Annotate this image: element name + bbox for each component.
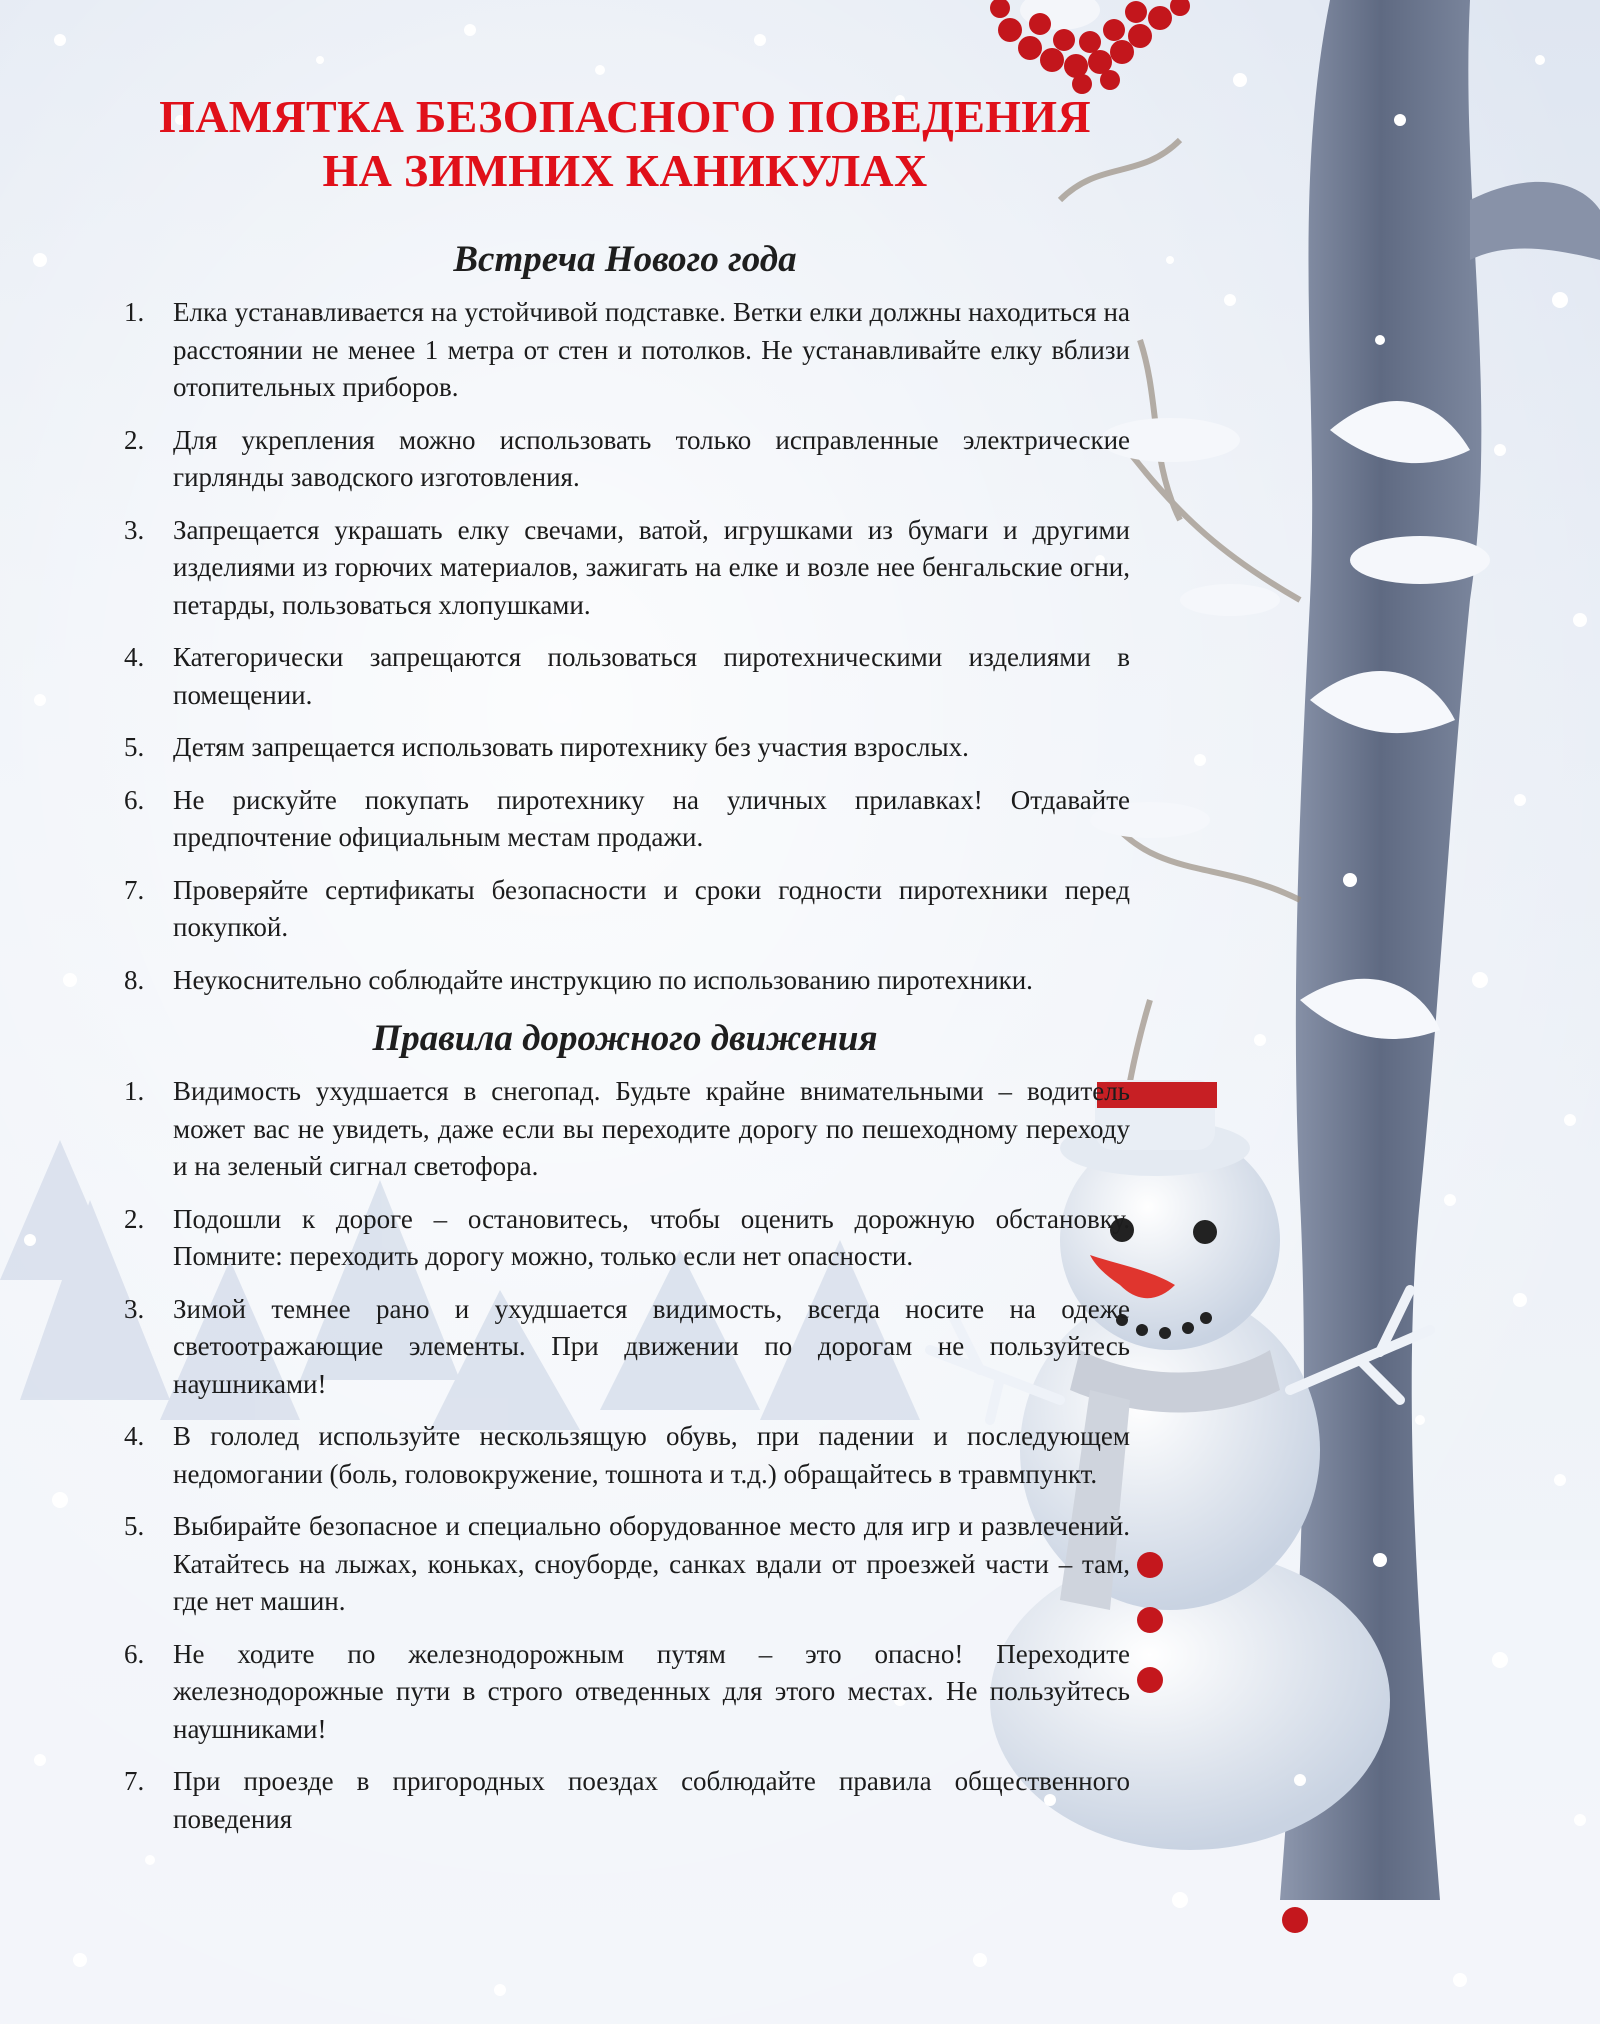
traffic-rules-list xyxy=(120,1073,1130,1838)
memo-content xyxy=(120,90,1130,1853)
list-item: 5. Выбирайте безопасное и специально оборудованное место для игр и развлечений. Катайтесь на лыжах, коньках, сноуборде, санках вдали от проезжей части – там, где нет машин. xyxy=(124,1511,1130,1616)
list-item: 2. Для укрепления можно использовать только исправленные электрические гирлянды заводского изготовления. xyxy=(124,424,1130,492)
list-item: 7. Проверяйте сертификаты безопасности и сроки годности пиротехники перед покупкой. xyxy=(124,874,1130,942)
list-item: 4. Категорически запрещаются пользоваться пиротехническими изделиями в помещении. xyxy=(124,642,1130,710)
list-item: 4. В гололед используйте нескользящую обувь, при падении и последующем недомогании (боль, головокружение, тошнота и т.д.) обращайтесь в травмпункт. xyxy=(124,1421,1130,1489)
list-item: 7. При проезде в пригородных поездах соблюдайте правила общественного поведения xyxy=(124,1766,1130,1834)
list-item: 3. Запрещается украшать елку свечами, ватой, игрушками из бумаги и другими изделиями из горючих материалов, зажигать на елке и возле нее бенгальские огни, петарды, пользоваться хлопушками. xyxy=(124,514,1130,620)
list-item: 8. Неукоснительно соблюдайте инструкцию по использованию пиротехники. xyxy=(124,964,1033,995)
list-item: 5. Детям запрещается использовать пиротехнику без участия взрослых. xyxy=(124,732,969,762)
list-item: 2. Подошли к дороге – остановитесь, чтобы оценить дорожную обстановку. Помните: переходить дорогу можно, только если нет опасности. xyxy=(124,1203,1130,1271)
title-line-2: НА ЗИМНИХ КАНИКУЛАХ xyxy=(322,145,928,196)
list-item: 1. Видимость ухудшается в снегопад. Будьте крайне внимательными – водитель может вас не увидеть, даже если вы переходите дорогу по пешеходному переходу и на зеленый сигнал светофора. xyxy=(124,1076,1130,1181)
list-item: 1. Елка устанавливается на устойчивой подставке. Ветки елки должны находиться на расстоянии не менее 1 метра от стен и потолков. Не устанавливайте елку вблизи отопительных приборов. xyxy=(124,297,1130,402)
list-item: 6. Не рискуйте покупать пиротехнику на уличных прилавках! Отдавайте предпочтение официальным местам продажи. xyxy=(124,784,1130,852)
title-line-1: ПАМЯТКА БЕЗОПАСНОГО ПОВЕДЕНИЯ xyxy=(159,91,1091,142)
list-item: 3. Зимой темнее рано и ухудшается видимость, всегда носите на одеже светоотражающие элементы. При движении по дорогам не пользуйтесь наушниками! xyxy=(124,1293,1130,1399)
new-year-rules-list xyxy=(120,294,1130,999)
page-title xyxy=(120,90,1130,198)
list-item: 6. Не ходите по железнодорожным путям – это опасно! Переходите железнодорожные пути в строго отведенных для этого местах. Не пользуйтесь наушниками! xyxy=(124,1638,1130,1744)
section-heading-new-year: Встреча Нового года xyxy=(453,239,797,280)
section-heading-traffic-rules: Правила дорожного движения xyxy=(372,1018,878,1059)
